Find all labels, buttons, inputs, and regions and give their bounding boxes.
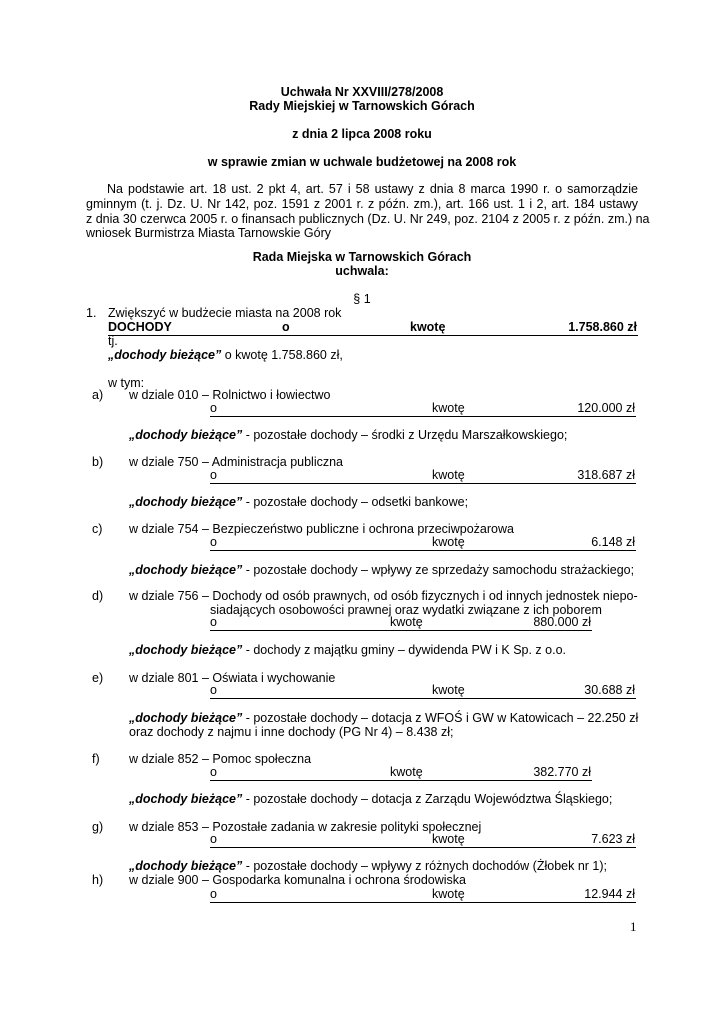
entry-amount-row — [210, 683, 636, 699]
entry-department-cont: siadających osobowości prawnej oraz wydatki związane z ich poborem — [210, 603, 602, 617]
entry-description-line-2: oraz dochody z najmu i inne dochody (PG Nr 4) – 8.438 zł; — [129, 725, 454, 739]
entry-kwote: kwotę — [390, 615, 423, 629]
entry-description: „dochody bieżące” - dochody z majątku gminy – dywidenda PW i K Sp. z o.o. — [129, 643, 566, 657]
entry-kwote: kwotę — [432, 832, 465, 846]
resolution-subject: w sprawie zmian w uchwale budżetowej na 2008 rok — [207, 155, 517, 169]
dochody-total-row — [108, 320, 638, 336]
entry-amount-row — [210, 765, 592, 781]
entry-department: w dziale 750 – Administracja publiczna — [129, 455, 344, 469]
entry-o: o — [210, 535, 217, 549]
dochody-amount: 1.758.860 zł — [568, 320, 637, 334]
entry-amount-row — [210, 401, 636, 417]
entry-o: o — [210, 401, 217, 415]
entry-kwote: kwotę — [432, 535, 465, 549]
item-number: 1. — [86, 306, 97, 320]
current-income-line — [108, 348, 343, 363]
section-mark: § 1 — [353, 292, 371, 306]
council-decides: uchwala: — [335, 264, 389, 278]
entry-amount: 318.687 zł — [577, 468, 635, 482]
entry-amount: 6.148 zł — [591, 535, 635, 549]
entry-department: w dziale 754 – Bezpieczeństwo publiczne i ochrona przeciwpożarowa — [129, 522, 514, 536]
entry-o: o — [210, 468, 217, 482]
entry-description: „dochody bieżące” - pozostałe dochody – wpływy ze sprzedaży samochodu strażackiego; — [129, 563, 635, 577]
dochody-kwote: kwotę — [410, 320, 446, 334]
entry-letter: c) — [92, 522, 103, 536]
resolution-council: Rady Miejskiej w Tarnowskich Górach — [249, 99, 475, 113]
entry-o: o — [210, 887, 217, 901]
entry-description-line-1: „dochody bieżące” - pozostałe dochody – dotacja z WFOŚ i GW w Katowicach – 22.250 zł — [129, 711, 639, 725]
entry-letter: g) — [92, 820, 104, 834]
entry-department: w dziale 010 – Rolnictwo i łowiectwo — [129, 388, 331, 402]
entry-amount: 30.688 zł — [584, 683, 635, 697]
entry-amount: 382.770 zł — [533, 765, 591, 779]
entry-amount-row — [210, 468, 636, 484]
preamble-line-3: z dnia 30 czerwca 2005 r. o finansach publicznych (Dz. U. Nr 249, poz. 2104 z 2005 r. z późn. zm.) na — [86, 212, 650, 226]
entry-kwote: kwotę — [432, 401, 465, 415]
entry-amount-row — [210, 887, 636, 903]
entry-letter: e) — [92, 671, 104, 685]
preamble-line-2: gminnym (t. j. Dz. U. Nr 142, poz. 1591 z 2001 r. z późn. zm.), art. 166 ust. 1 i 2, art. 184 ustawy — [86, 197, 638, 211]
page-number: 1 — [630, 919, 637, 934]
current-income-amount: o kwotę 1.758.860 zł, — [221, 348, 343, 362]
entry-o: o — [210, 765, 217, 779]
entry-amount-row — [210, 832, 636, 848]
dochody-o: o — [282, 320, 290, 334]
current-income-label: „dochody bieżące” — [108, 348, 222, 362]
entry-o: o — [210, 615, 217, 629]
entry-letter: b) — [92, 455, 104, 469]
entry-department: w dziale 852 – Pomoc społeczna — [129, 752, 312, 766]
preamble-line-4: wniosek Burmistrza Miasta Tarnowskie Góry — [86, 226, 331, 240]
entry-kwote: kwotę — [432, 468, 465, 482]
resolution-date: z dnia 2 lipca 2008 roku — [292, 127, 432, 141]
entry-letter: a) — [92, 388, 104, 402]
council-name: Rada Miejska w Tarnowskich Górach — [252, 250, 472, 264]
entry-department: w dziale 900 – Gospodarka komunalna i ochrona środowiska — [129, 873, 466, 887]
wtym-text: w tym: — [108, 376, 145, 390]
entry-amount-row — [210, 615, 592, 631]
entry-amount: 7.623 zł — [591, 832, 635, 846]
entry-department: w dziale 756 – Dochody od osób prawnych, od osób fizycznych i od innych jednostek niepo- — [129, 589, 638, 603]
entry-description: „dochody bieżące” - pozostałe dochody – odsetki bankowe; — [129, 495, 469, 509]
entry-letter: d) — [92, 589, 104, 603]
entry-kwote: kwotę — [432, 887, 465, 901]
entry-description — [129, 711, 639, 726]
entry-description: „dochody bieżące” - pozostałe dochody – wpływy z różnych dochodów (Żłobek nr 1); — [129, 859, 607, 873]
resolution-title: Uchwała Nr XXVIII/278/2008 — [280, 85, 444, 99]
entry-kwote: kwotę — [390, 765, 423, 779]
entry-department: w dziale 801 – Oświata i wychowanie — [129, 671, 336, 685]
item-text: Zwiększyć w budżecie miasta na 2008 rok — [108, 306, 342, 320]
entry-description: „dochody bieżące” - pozostałe dochody – dotacja z Zarządu Województwa Śląskiego; — [129, 792, 613, 806]
entry-letter: h) — [92, 873, 104, 887]
entry-letter: f) — [92, 752, 100, 766]
tj-text: tj. — [108, 334, 118, 348]
entry-department: w dziale 853 – Pozostałe zadania w zakresie polityki społecznej — [129, 820, 482, 834]
preamble-line-1: Na podstawie art. 18 ust. 2 pkt 4, art. 57 i 58 ustawy z dnia 8 marca 1990 r. o samorządzie — [107, 182, 638, 196]
entry-amount: 880.000 zł — [533, 615, 591, 629]
entry-description: „dochody bieżące” - pozostałe dochody – środki z Urzędu Marszałkowskiego; — [129, 428, 568, 442]
entry-amount: 12.944 zł — [584, 887, 635, 901]
entry-amount: 120.000 zł — [577, 401, 635, 415]
entry-o: o — [210, 832, 217, 846]
entry-kwote: kwotę — [432, 683, 465, 697]
entry-amount-row — [210, 535, 636, 551]
entry-o: o — [210, 683, 217, 697]
dochody-label: DOCHODY — [108, 320, 172, 334]
